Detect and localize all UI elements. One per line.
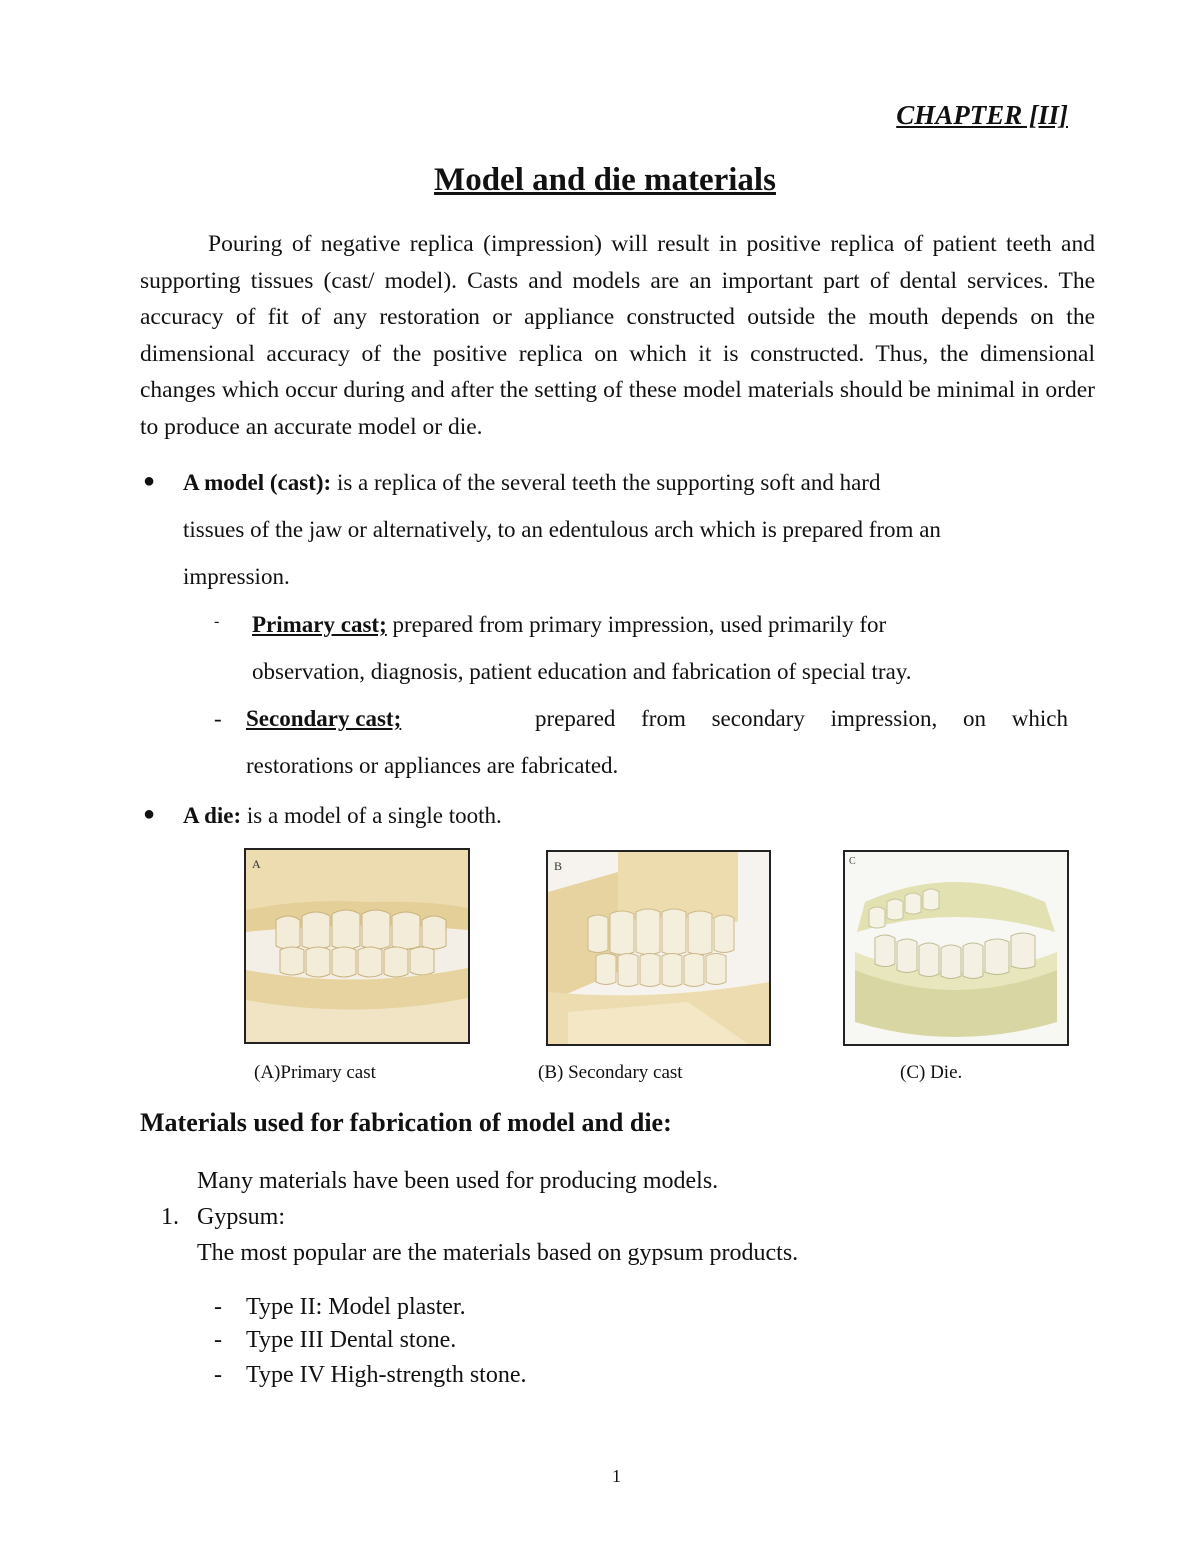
type-item: Type IV High-strength stone.: [246, 1362, 527, 1388]
primary-term: Primary cast;: [252, 612, 387, 637]
bullet-icon: ●: [143, 803, 156, 825]
gypsum-description: The most popular are the materials based on gypsum products.: [197, 1240, 799, 1266]
chapter-label: CHAPTER [II]: [896, 100, 1068, 130]
secondary-line-2: restorations or appliances are fabricated.: [246, 753, 619, 778]
materials-heading: Materials used for fabrication of model and die:: [140, 1108, 672, 1137]
caption-a: (A)Primary cast: [254, 1062, 376, 1083]
caption-b: (B) Secondary cast: [538, 1062, 683, 1083]
primary-line-1: [252, 612, 886, 638]
photo-die: [843, 850, 1069, 1046]
die-term: A die:: [183, 803, 242, 828]
figure-letter-c: C: [849, 856, 856, 867]
type-item: Type III Dental stone.: [246, 1327, 457, 1353]
primary-cast-image: [246, 850, 468, 1042]
secondary-dash: -: [214, 706, 222, 731]
page-number: 1: [612, 1466, 621, 1486]
model-line-2: tissues of the jaw or alternatively, to an edentulous arch which is prepared from an: [183, 517, 941, 542]
primary-line-2: observation, diagnosis, patient education and fabrication of special tray.: [252, 659, 912, 684]
secondary-line-1: [246, 706, 1068, 732]
primary-dash: -: [214, 613, 220, 630]
figure-letter-b: B: [554, 859, 563, 873]
die-image: [845, 852, 1067, 1044]
materials-intro: Many materials have been used for producing models.: [197, 1168, 719, 1194]
type-dash: -: [214, 1362, 222, 1388]
secondary-text: prepared from secondary impression, on which: [534, 706, 1068, 731]
type-dash: -: [214, 1294, 222, 1320]
secondary-cast-image: [548, 852, 769, 1044]
item-number: 1.: [161, 1204, 179, 1230]
model-line-3: impression.: [183, 564, 290, 589]
figure-letter-a: A: [252, 857, 261, 871]
gypsum-item: Gypsum:: [197, 1204, 286, 1230]
secondary-term: Secondary cast;: [246, 706, 402, 731]
model-term: A model (cast):: [183, 470, 332, 495]
primary-text: prepared from primary impression, used primarily for: [386, 612, 887, 637]
type-item: Type II: Model plaster.: [246, 1294, 466, 1320]
page-title: Model and die materials: [434, 162, 776, 198]
photo-secondary-cast: [546, 850, 771, 1046]
die-text: is a model of a single tooth.: [241, 803, 502, 828]
model-line-1: is a replica of the several teeth the supporting soft and hard: [331, 470, 881, 495]
intro-paragraph: [140, 226, 1095, 446]
photo-primary-cast: [244, 848, 470, 1044]
intro-text: Pouring of negative replica (impression) will result in positive replica of patient teeth and supporting tissues (cast/ model). Casts and models are an important part of dental services. The accuracy of fit of any restoration or appliance constructed outside the mouth depends on the dimensional accuracy of the positive replica on which it is constructed. Thus, the dimensional changes which occur during and after the setting of these model materials should be minimal in order to produce an accurate model or die.: [140, 231, 1095, 440]
bullet-icon: ●: [143, 470, 156, 492]
caption-c: (C) Die.: [900, 1062, 963, 1083]
type-dash: -: [214, 1327, 222, 1353]
